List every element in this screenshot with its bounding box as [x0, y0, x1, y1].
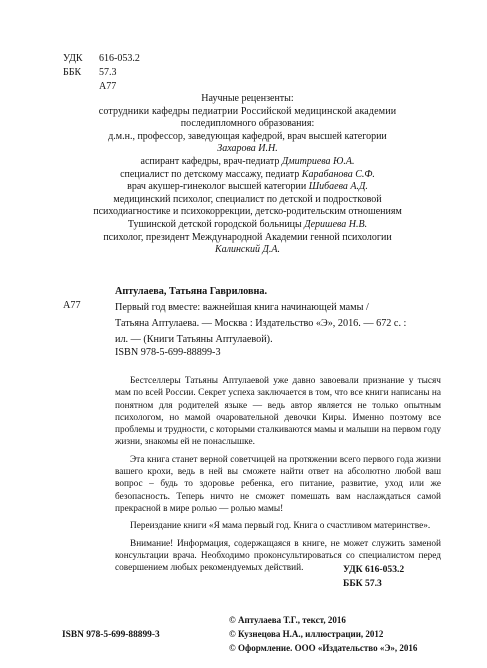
- reviewers-block: [60, 93, 435, 257]
- bottom-bbk: ББК 57.3: [343, 578, 382, 589]
- reviewers-line: д.м.н., профессор, заведующая кафедрой, врач высшей категории: [108, 130, 387, 142]
- reviewer-entry: [60, 169, 435, 182]
- udk-value: 616-053.2: [99, 53, 140, 64]
- annotation: [115, 375, 441, 579]
- reviewer-role: врач акушер-гинеколог высшей категории: [127, 181, 307, 193]
- copyright-line: © Аптулаева Т.Г., текст, 2016: [229, 615, 346, 625]
- copyright-notices: [229, 614, 417, 655]
- bottom-udk: УДК 616-053.2: [343, 564, 405, 575]
- reviewer-name: Калинский Д.А.: [214, 244, 281, 256]
- reviewers-title: Научные рецензенты:: [201, 93, 294, 104]
- reviewer-role-line: психодиагностике и психокоррекции, детско-родительским отношениям: [93, 206, 402, 218]
- reviewer-name: Шибаева А.Д.: [308, 181, 368, 193]
- reviewer-role-line: психолог, президент Международной Академии генной психологии: [103, 231, 392, 243]
- annotation-paragraph: Бестселлеры Татьяны Аптулаевой уже давно завоевали признание у тысяч мам по всей России. Секрет успеха заключается в том, что все книги написаны на понятном для родителей языке — ведь автор является не только опытным психологом, но мамой очаровательной девочки Киры. Именно поэтому все проблемы и трудности, с которыми сталкиваются мамы и малыши на первом году жизни, знакомы ей не понаслышке.: [115, 376, 441, 448]
- bibliographic-mark: А77: [63, 300, 81, 311]
- copyright-line: © Оформление. ООО «Издательство «Э», 2016: [229, 642, 418, 653]
- reviewer-entry: [60, 219, 435, 232]
- reviewers-line: сотрудники кафедры педиатрии Российской медицинской академии: [98, 105, 397, 117]
- bibliographic-description: [115, 300, 440, 348]
- reviewer-name: Захарова И.Н.: [217, 143, 278, 155]
- reviewer-role: специалист по детскому массажу, педиатр: [120, 168, 300, 180]
- annotation-paragraph: Эта книга станет верной советчицей на протяжении всего первого года жизни вашего крохи, ведь в ней вы сможете найти ответ на абсолютно любой ваш вопрос – будь то здоровье ребенка, его питание, развитие, уход или же безопасность. Теперь ничто не сможет помешать вам наслаждаться самой прекрасной в мире ролью — ролью мамы!: [115, 454, 441, 514]
- annotation-warning: Внимание! Информация, содержащаяся в книге, не может служить заменой консультации врача. Необходимо проконсультироваться со специалистом перед совершением любых рекомендуемых действий.: [115, 538, 441, 574]
- reviewer-entry: [60, 181, 435, 194]
- bibliographic-isbn: ISBN 978-5-699-88899-3: [115, 347, 221, 358]
- reviewer-name: Дмитриева Ю.А.: [281, 155, 355, 167]
- reviewer-entry: [60, 156, 435, 169]
- reviewer-name: Деришева Н.В.: [304, 218, 368, 230]
- bottom-classification: [343, 563, 404, 591]
- bibliographic-author: Аптулаева, Татьяна Гавриловна.: [115, 286, 268, 297]
- bibliographic-line: Первый год вместе: важнейшая книга начинающей мамы /: [115, 302, 369, 313]
- classification-codes: [63, 52, 140, 94]
- bbk-value: 57.3: [99, 67, 117, 78]
- author-mark: А77: [99, 81, 117, 92]
- reviewer-role-line: медицинский психолог, специалист по детской и подростковой: [113, 193, 382, 205]
- udk-row: [63, 52, 140, 66]
- reviewer-name: Карабанова С.Ф.: [301, 168, 375, 180]
- isbn-bottom: ISBN 978-5-699-88899-3: [62, 630, 160, 640]
- bibliographic-line: ил. — (Книги Татьяны Аптулаевой).: [115, 334, 273, 345]
- bbk-label: ББК: [63, 67, 82, 78]
- udk-label: УДК: [63, 53, 83, 64]
- copyright-line: © Кузнецова Н.А., иллюстрации, 2012: [229, 628, 384, 639]
- reviewers-line: последипломного образования:: [180, 118, 315, 130]
- bibliographic-line: Татьяна Аптулаева. — Москва : Издательство «Э», 2016. — 672 с. :: [115, 318, 407, 329]
- bbk-row: [63, 66, 140, 80]
- annotation-paragraph: Переиздание книги «Я мама первый год. Книга о счастливом материнстве».: [130, 521, 431, 532]
- reviewer-role: Тушинской детской городской больницы: [127, 218, 302, 230]
- reviewer-role: аспирант кафедры, врач-педиатр: [140, 155, 280, 167]
